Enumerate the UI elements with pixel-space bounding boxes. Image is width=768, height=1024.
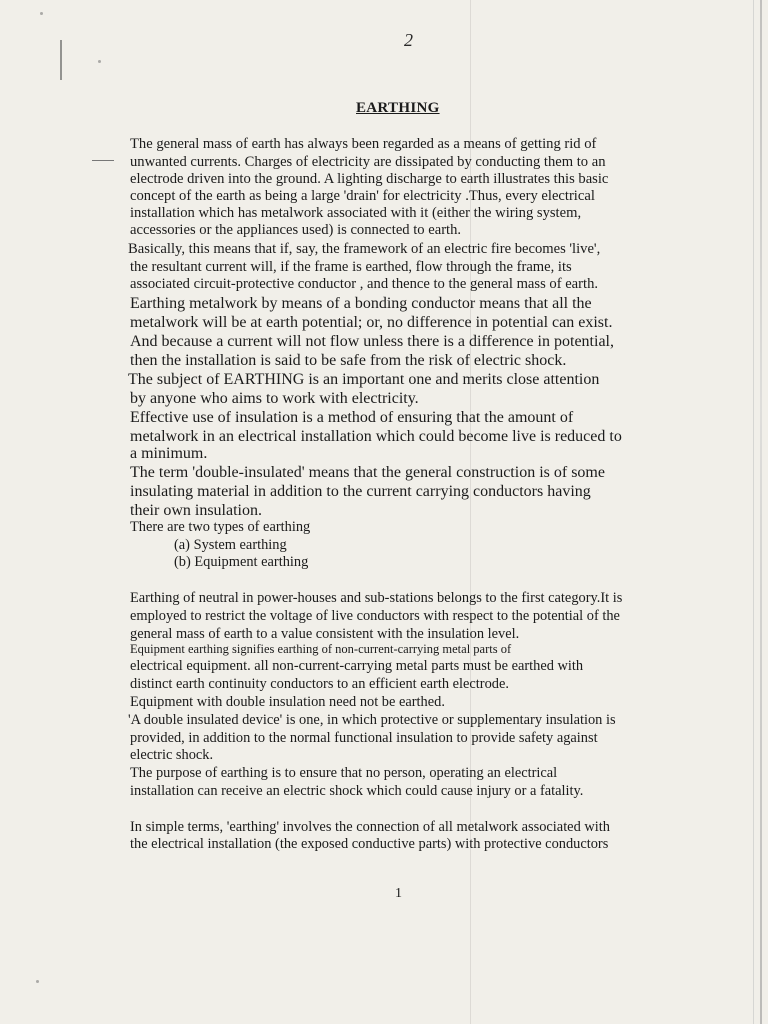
text-line: provided, in addition to the normal functional insulation to provide safety against xyxy=(130,730,598,746)
scan-speck xyxy=(40,12,43,15)
text-line: by anyone who aims to work with electricity. xyxy=(130,390,419,407)
text-line: Equipment earthing signifies earthing of non-current-carrying metal parts of xyxy=(130,642,512,656)
text-line: a minimum. xyxy=(130,445,208,462)
text-line: general mass of earth to a value consistent with the insulation level. xyxy=(130,626,520,642)
text-line: 'A double insulated device' is one, in which protective or supplementary insulation is xyxy=(128,712,616,728)
text-line: Effective use of insulation is a method of ensuring that the amount of xyxy=(130,409,574,426)
text-line: The term 'double-insulated' means that the general construction is of some xyxy=(130,464,605,481)
text-line: There are two types of earthing xyxy=(130,519,311,535)
text-line: installation which has metalwork associated with it (either the wiring system, xyxy=(130,205,582,221)
margin-dash-mark xyxy=(92,160,114,161)
text-line: Earthing metalwork by means of a bonding conductor means that all the xyxy=(130,295,592,312)
page-title: EARTHING xyxy=(356,100,440,116)
list-item: (a) System earthing xyxy=(174,537,287,553)
text-line: the electrical installation (the exposed conductive parts) with protective conductors xyxy=(130,836,609,852)
page-edge-shadow xyxy=(760,0,762,1024)
text-line: And because a current will not flow unless there is a difference in potential, xyxy=(130,333,614,350)
text-line: then the installation is said to be safe from the risk of electric shock. xyxy=(130,352,567,369)
page-edge-line xyxy=(753,0,754,1024)
handwritten-page-number: 2 xyxy=(404,30,413,50)
scan-speck xyxy=(36,980,39,983)
text-line: In simple terms, 'earthing' involves the connection of all metalwork associated with xyxy=(130,819,610,835)
text-line: electric shock. xyxy=(130,747,214,763)
scan-speck xyxy=(98,60,101,63)
text-line: metalwork will be at earth potential; or, no difference in potential can exist. xyxy=(130,314,613,331)
text-line: electrode driven into the ground. A lighting discharge to earth illustrates this basic xyxy=(130,171,609,187)
text-line: The purpose of earthing is to ensure that no person, operating an electrical xyxy=(130,765,558,781)
text-line: associated circuit-protective conductor , and thence to the general mass of earth. xyxy=(130,276,599,292)
text-line: Basically, this means that if, say, the framework of an electric fire becomes 'live', xyxy=(128,241,601,257)
binder-mark xyxy=(60,40,62,80)
text-line: Equipment with double insulation need not be earthed. xyxy=(130,694,445,710)
text-line: concept of the earth as being a large 'drain' for electricity .Thus, every electrical xyxy=(130,188,595,204)
footer-page-number: 1 xyxy=(395,886,402,901)
text-line: installation can receive an electric shock which could cause injury or a fatality. xyxy=(130,783,584,799)
text-line: distinct earth continuity conductors to an efficient earth electrode. xyxy=(130,676,509,692)
text-line: The general mass of earth has always been regarded as a means of getting rid of xyxy=(130,136,597,152)
text-line: The subject of EARTHING is an important one and merits close attention xyxy=(128,371,600,388)
text-line: unwanted currents. Charges of electricity are dissipated by conducting them to an xyxy=(130,154,606,170)
text-line: insulating material in addition to the current carrying conductors having xyxy=(130,483,591,500)
text-line: employed to restrict the voltage of live conductors with respect to the potential of the xyxy=(130,608,620,624)
text-line: electrical equipment. all non-current-carrying metal parts must be earthed with xyxy=(130,658,584,674)
text-line: accessories or the appliances used) is connected to earth. xyxy=(130,222,462,238)
text-line: Earthing of neutral in power-houses and sub-stations belongs to the first category.It is xyxy=(130,590,623,606)
list-item: (b) Equipment earthing xyxy=(174,554,309,570)
text-line: their own insulation. xyxy=(130,502,262,519)
text-line: the resultant current will, if the frame is earthed, flow through the frame, its xyxy=(130,259,572,275)
text-line: metalwork in an electrical installation which could become live is reduced to xyxy=(130,428,622,445)
